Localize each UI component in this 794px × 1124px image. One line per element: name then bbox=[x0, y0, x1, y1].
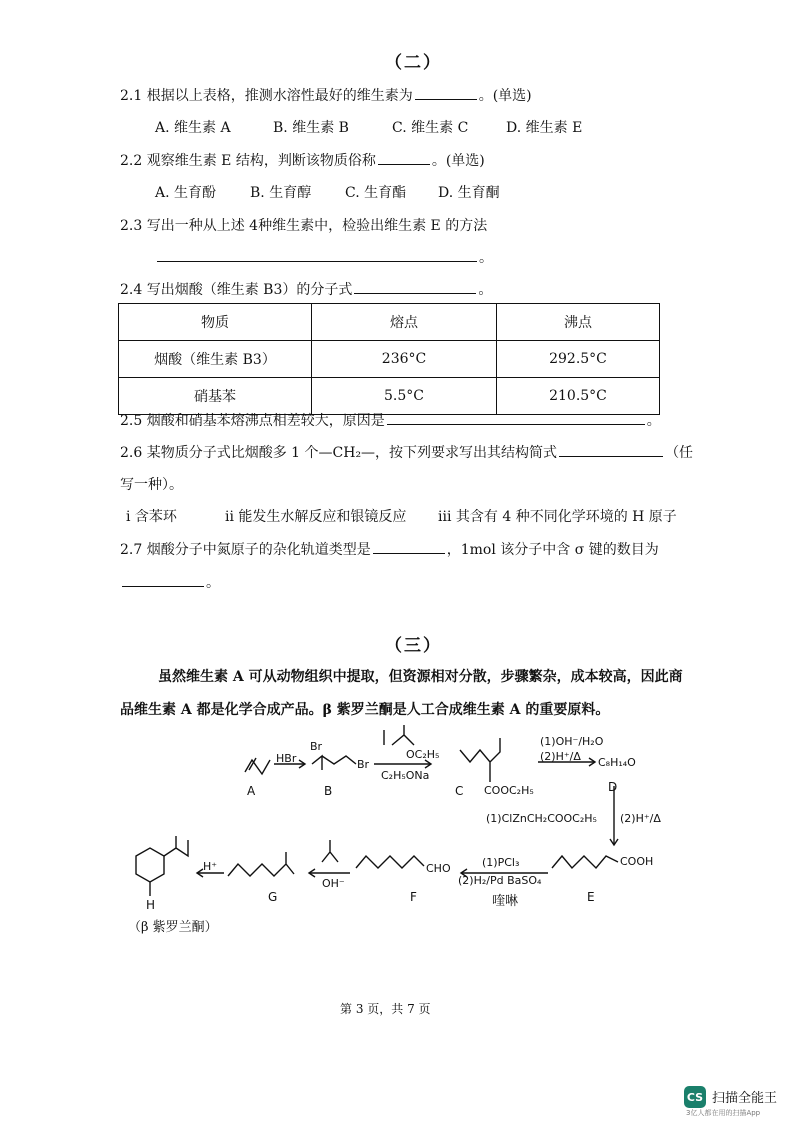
question-2-6-tail: （任 bbox=[665, 445, 694, 461]
q2-1-option-a: A. 维生素 A bbox=[155, 120, 231, 136]
reagent-f-to-g: OH⁻ bbox=[322, 877, 345, 890]
scanner-tagline: 3亿人都在用的扫描App bbox=[686, 1109, 761, 1117]
question-2-7-text: 2.7 烟酸分子中氮原子的杂化轨道类型是 bbox=[120, 542, 371, 558]
q2-2-option-b: B. 生育醇 bbox=[250, 185, 312, 201]
section3-title: （三） bbox=[385, 636, 442, 656]
question-2-1-tail: 。(单选) bbox=[478, 88, 532, 104]
condition-i: i 含苯环 bbox=[126, 509, 177, 525]
table-cell: 210.5°C bbox=[497, 378, 660, 415]
question-2-4-text: 2.4 写出烟酸（维生素 B3）的分子式 bbox=[120, 282, 353, 298]
br-label: Br bbox=[357, 758, 370, 771]
reagent-c-to-d-2: (2)H⁺/Δ bbox=[540, 750, 581, 763]
table-header: 沸点 bbox=[497, 304, 660, 341]
section3-intro-line2: 品维生素 A 都是化学合成产品。β 紫罗兰酮是人工合成维生素 A 的重要原料。 bbox=[120, 702, 610, 718]
section3-intro-line1: 虽然维生素 A 可从动物组织中提取，但资源相对分散，步骤繁杂，成本较高，因此商 bbox=[158, 669, 683, 685]
label-h: H bbox=[146, 898, 156, 912]
scanner-logo-icon: CS bbox=[684, 1086, 706, 1108]
condition-ii: ii 能发生水解反应和银镜反应 bbox=[225, 509, 407, 525]
question-2-2-text: 2.2 观察维生素 E 结构，判断该物质俗称 bbox=[120, 153, 376, 169]
acetone-fragment bbox=[322, 840, 338, 862]
label-g: G bbox=[268, 890, 278, 904]
q2-1-option-b: B. 维生素 B bbox=[273, 120, 349, 136]
reagent-g-to-h: H⁺ bbox=[203, 860, 218, 873]
question-2-7-mid: ，1mol 该分子中含 σ 键的数目为 bbox=[446, 542, 659, 558]
reagent-e-to-f-2: (2)H₂/Pd BaSO₄ bbox=[458, 874, 542, 887]
label-d: D bbox=[608, 780, 618, 794]
compound-c-ester: COOC₂H₅ bbox=[484, 784, 534, 797]
formula-d: C₈H₁₄O bbox=[598, 756, 636, 769]
label-e: E bbox=[587, 890, 595, 904]
label-a: A bbox=[247, 784, 256, 798]
reagent-e-to-f-3: 喹啉 bbox=[492, 894, 519, 909]
q2-1-option-d: D. 维生素 E bbox=[506, 120, 583, 136]
q2-1-option-c: C. 维生素 C bbox=[392, 120, 469, 136]
q2-2-option-c: C. 生育酯 bbox=[345, 185, 407, 201]
q2-2-option-d: D. 生育酮 bbox=[438, 185, 500, 201]
label-b: B bbox=[324, 784, 333, 798]
question-2-2-tail: 。(单选) bbox=[431, 153, 485, 169]
reagent-d-to-e-2: (2)H⁺/Δ bbox=[620, 812, 661, 825]
compound-h-sidechain bbox=[164, 836, 188, 856]
question-2-1-text: 2.1 根据以上表格，推测水溶性最好的维生素为 bbox=[120, 88, 413, 104]
table-cell: 烟酸（维生素 B3） bbox=[119, 341, 312, 378]
q2-2-option-a: A. 生育酚 bbox=[155, 185, 217, 201]
section2-title: （二） bbox=[385, 53, 442, 73]
compound-a-skeleton bbox=[245, 760, 270, 774]
reagent-hbr: HBr bbox=[276, 752, 297, 765]
compound-h-ring bbox=[136, 848, 164, 882]
reagent-oc2h5: OC₂H₅ bbox=[406, 748, 440, 761]
question-2-6-line2: 写一种）。 bbox=[120, 477, 183, 493]
br-label: Br bbox=[310, 740, 323, 753]
table-header: 物质 bbox=[119, 304, 312, 341]
reagent-c-to-d-1: (1)OH⁻/H₂O bbox=[540, 735, 604, 748]
reagent-e-to-f-1: (1)PCl₃ bbox=[482, 856, 520, 869]
table-header: 熔点 bbox=[312, 304, 497, 341]
table-cell: 5.5°C bbox=[312, 378, 497, 415]
compound-g-skeleton bbox=[228, 852, 294, 876]
scanner-app-name: 扫描全能王 bbox=[712, 1091, 778, 1106]
question-2-5-tail: 。 bbox=[646, 413, 661, 429]
compound-b-skeleton bbox=[312, 756, 356, 770]
reagent-c2h5ona: C₂H₅ONa bbox=[381, 769, 430, 782]
acetoacetate-fragment bbox=[384, 725, 414, 745]
compound-c-skeleton bbox=[460, 738, 500, 782]
condition-iii: iii 其含有 4 种不同化学环境的 H 原子 bbox=[438, 509, 677, 525]
compound-h-name: （β 紫罗兰酮） bbox=[128, 920, 218, 935]
compound-e-skeleton bbox=[552, 856, 618, 868]
compound-f-aldehyde: CHO bbox=[426, 862, 451, 875]
table-cell: 硝基苯 bbox=[119, 378, 312, 415]
label-f: F bbox=[410, 890, 417, 904]
table-cell: 236°C bbox=[312, 341, 497, 378]
question-2-3: 2.3 写出一种从上述 4种维生素中，检验出维生素 E 的方法 bbox=[120, 218, 488, 234]
table-cell: 292.5°C bbox=[497, 341, 660, 378]
question-2-3-tail: 。 bbox=[479, 250, 493, 266]
question-2-7-tail: 。 bbox=[206, 575, 220, 591]
question-2-6-text: 2.6 某物质分子式比烟酸多 1 个—CH₂—，按下列要求写出其结构简式 bbox=[120, 445, 558, 461]
question-2-5-text: 2.5 烟酸和硝基苯熔沸点相差较大，原因是 bbox=[120, 413, 385, 429]
label-c: C bbox=[455, 784, 464, 798]
page-number: 第 3 页，共 7 页 bbox=[340, 1002, 431, 1016]
compound-f-skeleton bbox=[356, 856, 424, 868]
reagent-d-to-e-1: (1)ClZnCH₂COOC₂H₅ bbox=[486, 812, 597, 825]
compound-e-acid: COOH bbox=[620, 855, 654, 868]
question-2-4-tail: 。 bbox=[478, 282, 493, 298]
